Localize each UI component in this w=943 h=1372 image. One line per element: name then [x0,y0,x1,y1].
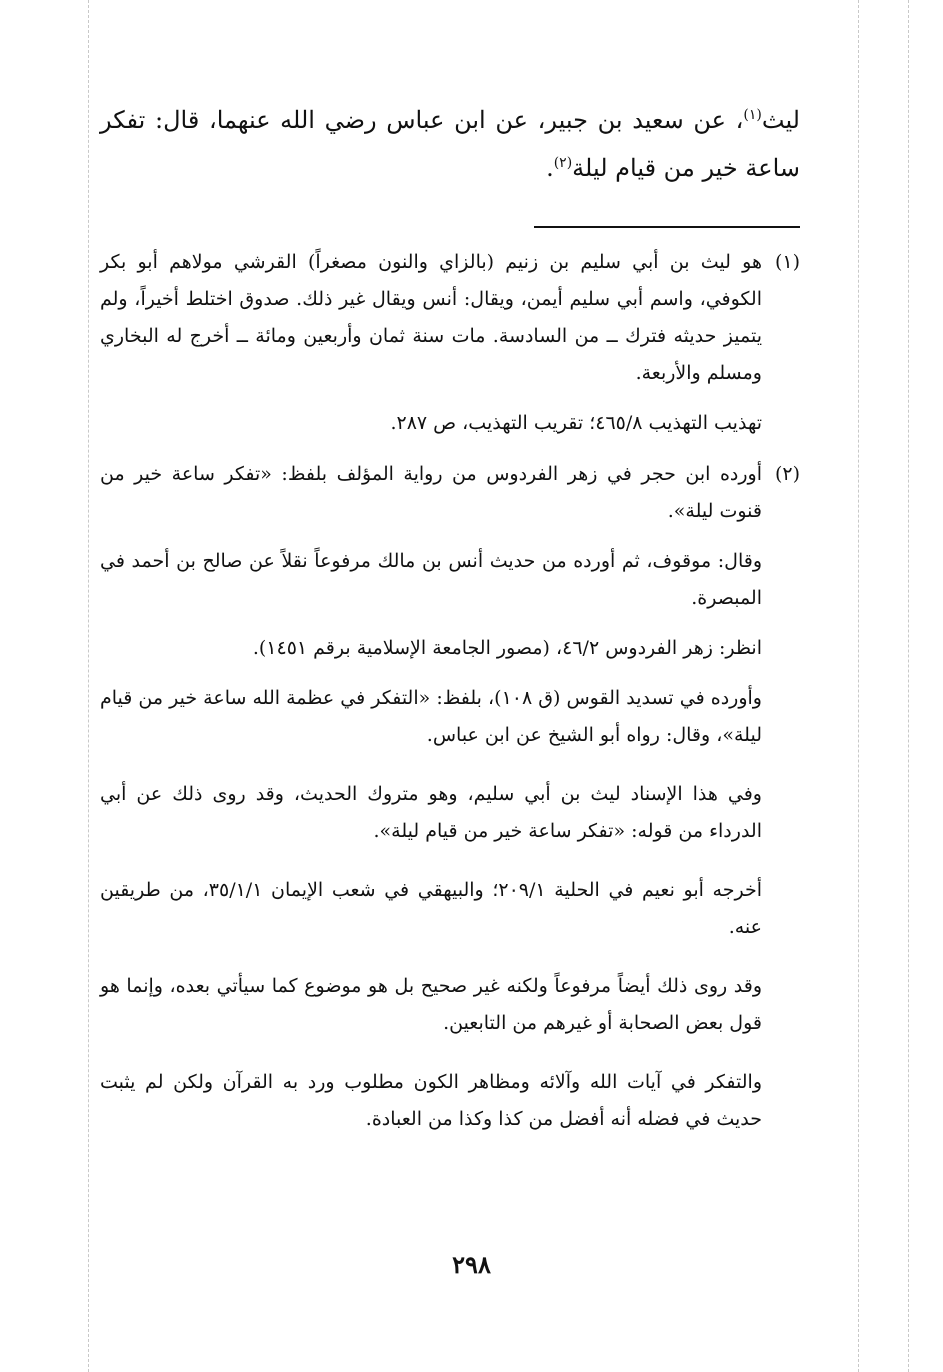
footnote-ref[interactable]: (١) [743,107,762,123]
footnote-paragraph: وقال: موقوف، ثم أورده من حديث أنس بن مالك مرفوعاً نقلاً عن صالح بن أحمد في المبصرة. [100,550,762,609]
scan-guide-line [858,0,859,1372]
main-text-segment: ، عن سعيد بن جبير، عن ابن عباس رضي الله عنهما، قال: تفكر ساعة خير من قيام ليلة [100,106,800,182]
page-number: ٢٩٨ [452,1250,491,1279]
footnote-number: (٢) [774,463,800,485]
footnote-paragraph: انظر: زهر الفردوس ٤٦/٢، (مصور الجامعة الإسلامية برقم ١٤٥١). [252,637,762,659]
main-text [100,96,800,192]
footnote-number: (١) [774,251,800,273]
footnote-ref[interactable]: (٢) [553,155,573,171]
footnote-paragraph: وأورده في تسديد القوس (ق ١٠٨)، بلفظ: «التفكر في عظمة الله ساعة خير من قيام ليلة»، وقال: رواه أبو الشيخ عن ابن عباس. [100,687,762,746]
main-text-segment: ليث [761,106,800,134]
footnote-paragraph: تهذيب التهذيب ٤٦٥/٨؛ تقريب التهذيب، ص ٢٨٧. [390,412,762,434]
main-text-segment: . [546,154,554,182]
footnote-paragraph: والتفكر في آيات الله وآلائه ومظاهر الكون مطلوب ورد به القرآن ولكن لم يثبت حديث في فضله أنه أفضل من كذا وكذا من العبادة. [100,1071,762,1130]
footnote-paragraph: وقد روى ذلك أيضاً مرفوعاً ولكنه غير صحيح بل هو موضوع كما سيأتي بعده، وإنما هو قول بعض الصحابة أو غيرهم من التابعين. [100,975,762,1034]
scan-guide-line [88,0,89,1372]
scan-guide-line [908,0,909,1372]
footnote-separator [534,226,800,228]
footnote-paragraph: أورده ابن حجر في زهر الفردوس من رواية المؤلف بلفظ: «تفكر ساعة خير من قنوت ليلة». [100,463,762,522]
footnote-1 [100,244,800,442]
footnote-2 [100,456,800,1138]
page-content [100,96,800,1138]
footnote-paragraph: أخرجه أبو نعيم في الحلية ٢٠٩/١؛ والبيهقي في شعب الإيمان ٣٥/١/١، من طريقين عنه. [100,879,762,938]
footnote-paragraph: وفي هذا الإسناد ليث بن أبي سليم، وهو متروك الحديث، وقد روى ذلك عن أبي الدرداء من قوله: «تفكر ساعة خير من قيام ليلة». [100,783,762,842]
footnote-paragraph: هو ليث بن أبي سليم بن زنيم (بالزاي والنون مصغراً) القرشي مولاهم أبو بكر الكوفي، واسم أبي سليم أيمن، ويقال: أنس ويقال غير ذلك. صدوق اختلط أخيراً، ولم يتميز حديثه فترك ــ من السادسة. مات سنة ثمان وأربعين ومائة ــ أخرج له البخاري ومسلم والأربعة. [100,251,762,384]
